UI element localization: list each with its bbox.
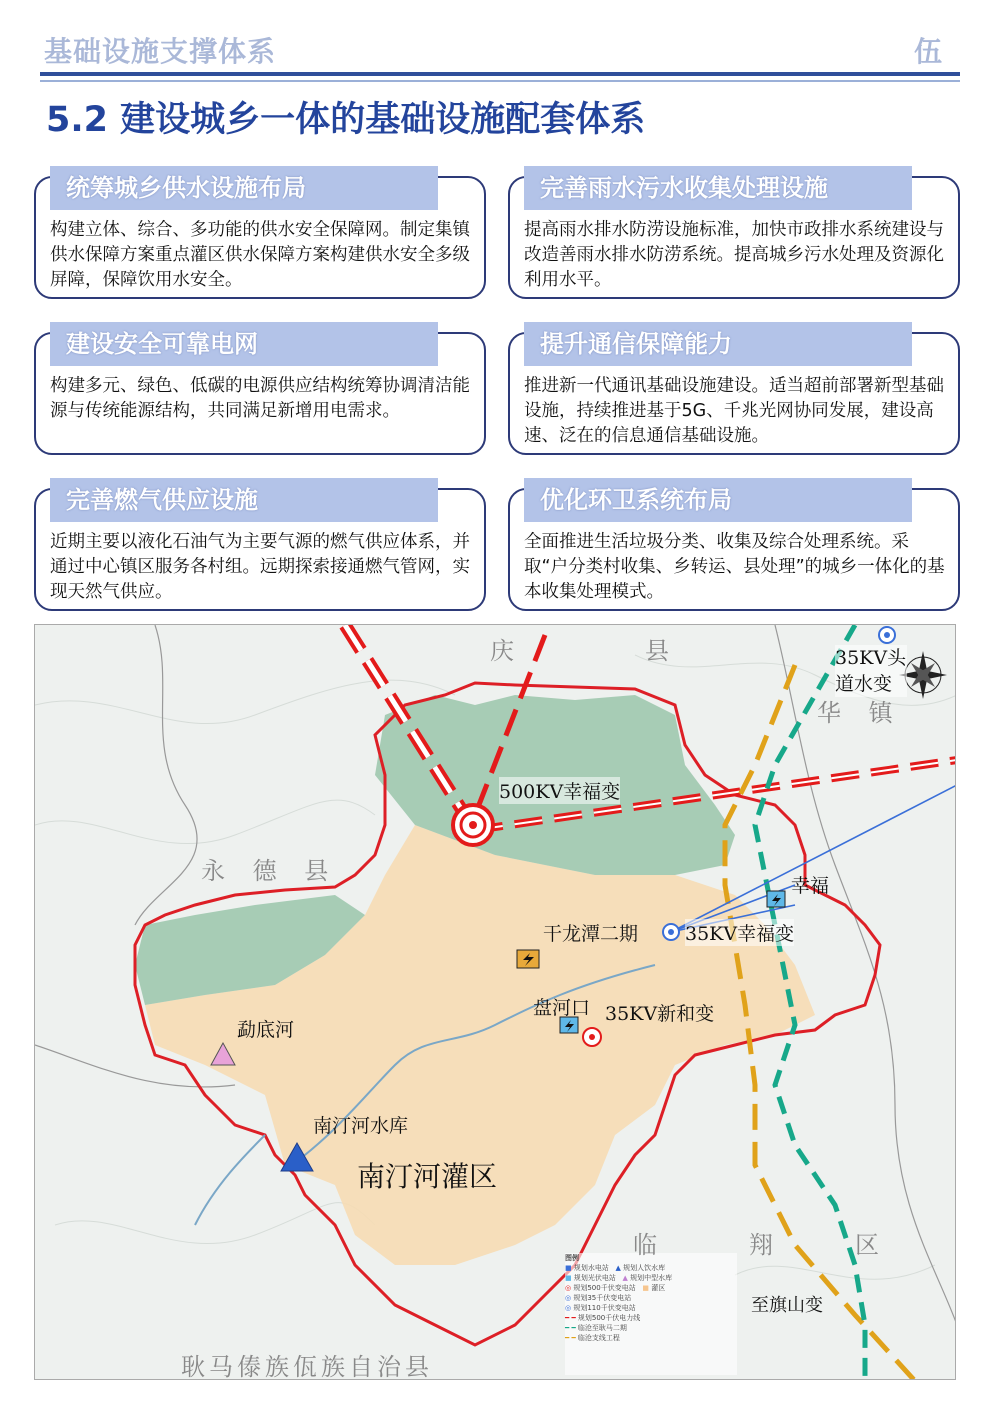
map-legend bbox=[565, 1253, 737, 1373]
region-label-southeast-3: 区 bbox=[855, 1231, 889, 1259]
card-telecom bbox=[508, 332, 960, 455]
label-irrigation-district: 南汀河灌区 bbox=[357, 1160, 498, 1193]
legend-title: 图例 bbox=[565, 1254, 579, 1262]
label-ganlongtan: 干龙潭二期 bbox=[543, 923, 639, 945]
label-substation-35kv-toudao: 35KV头道水变 bbox=[835, 647, 907, 695]
label-lidihe: 勐底河 bbox=[237, 1019, 295, 1041]
card-drainage bbox=[508, 176, 960, 299]
legend-item: ◎ 规划500千伏变电站 ■ 灌区 bbox=[565, 1284, 666, 1292]
card-title: 统筹城乡供水设施布局 bbox=[50, 166, 438, 210]
card-title: 提升通信保障能力 bbox=[524, 322, 912, 366]
label-qishan: 至旗山变 bbox=[751, 1295, 823, 1316]
chapter-title: 基础设施支撑体系 bbox=[44, 35, 277, 68]
card-sanitation bbox=[508, 488, 960, 611]
substation-35kv-xingfu-symbol bbox=[663, 924, 679, 940]
card-body: 构建多元、绿色、低碳的电源供应结构统筹协调清洁能源与传统能源结构，共同满足新增用电需求。 bbox=[50, 376, 470, 421]
region-label-west: 永 德 县 bbox=[201, 857, 339, 885]
region-label-southeast-1: 临 bbox=[633, 1231, 667, 1259]
region-label-south: 耿马傣族佤族自治县 bbox=[181, 1353, 433, 1380]
card-body: 提高雨水排水防涝设施标准，加快市政排水系统建设与改造善雨水排水防涝系统。提高城乡污水处理及资源化利用水平。 bbox=[524, 220, 944, 290]
legend-item: ━ ━ 临沧至耿马二期 bbox=[565, 1324, 627, 1332]
region-label-east-town: 华 镇 bbox=[817, 699, 903, 727]
card-title: 建设安全可靠电网 bbox=[50, 322, 438, 366]
legend-item: ◎ 规划110千伏变电站 bbox=[565, 1304, 636, 1312]
card-water-supply bbox=[34, 176, 486, 299]
substation-35kv-toudao-symbol bbox=[879, 627, 895, 643]
card-title: 优化环卫系统布局 bbox=[524, 478, 912, 522]
label-substation-35kv-xingfu: 35KV幸福变 bbox=[685, 919, 794, 946]
region-label-southeast-2: 翔 bbox=[749, 1231, 783, 1259]
region-label-north-2: 县 bbox=[645, 637, 679, 665]
card-body: 近期主要以液化石油气为主要气源的燃气供应体系，并通过中心镇区服务各村组。远期探索接通燃气管网，实现天然气供应。 bbox=[50, 532, 470, 602]
hydro-station-ganlongtan-icon bbox=[517, 950, 539, 968]
label-substation-500kv: 500KV幸福变 bbox=[499, 777, 620, 804]
substation-500kv-symbol bbox=[453, 805, 493, 845]
label-reservoir: 南汀河水库 bbox=[313, 1115, 409, 1137]
header-rule bbox=[40, 72, 960, 76]
region-label-north: 庆 bbox=[490, 637, 524, 665]
card-body: 推进新一代通讯基础设施建设。适当超前部署新型基础设施，持续推进基于5G、千兆光网协同发展，建设高速、泛在的信息通信基础设施。 bbox=[524, 376, 944, 446]
label-panhekou: 盘河口 bbox=[533, 997, 591, 1019]
label-xingfu: 幸福 bbox=[791, 875, 830, 897]
section-title: 5.2 建设城乡一体的基础设施配套体系 bbox=[46, 100, 646, 140]
legend-item: ◎ 规划35千伏变电站 bbox=[565, 1294, 632, 1302]
card-body: 全面推进生活垃圾分类、收集及综合处理系统。采取“户分类村收集、乡转运、县处理”的城乡一体化的基本收集处理模式。 bbox=[524, 532, 945, 602]
header-rule-thin bbox=[40, 80, 960, 82]
map-graphics bbox=[35, 625, 956, 1380]
card-power-grid bbox=[34, 332, 486, 455]
infrastructure-map bbox=[34, 624, 956, 1380]
label-substation-35kv-xinhe: 35KV新和变 bbox=[605, 1003, 715, 1025]
card-gas bbox=[34, 488, 486, 611]
card-title: 完善燃气供应设施 bbox=[50, 478, 438, 522]
solar-plant-xingfu-icon bbox=[767, 891, 785, 907]
card-title: 完善雨水污水收集处理设施 bbox=[524, 166, 912, 210]
substation-35kv-xinhe-symbol bbox=[583, 1028, 601, 1046]
legend-item: ■ 规划水电站 ▲ 规划人饮水库 bbox=[565, 1264, 666, 1272]
chapter-number: 伍 bbox=[913, 35, 942, 68]
legend-item: ■ 规划光伏电站 ▲ 规划中型水库 bbox=[565, 1274, 673, 1282]
legend-item: ━ ━ 临沧支线工程 bbox=[565, 1334, 620, 1342]
card-body: 构建立体、综合、多功能的供水安全保障网。制定集镇供水保障方案重点灌区供水保障方案构建供水安全多级屏障，保障饮用水安全。 bbox=[50, 220, 470, 290]
legend-item: ━ ━ 规划500千伏电力线 bbox=[565, 1314, 641, 1322]
